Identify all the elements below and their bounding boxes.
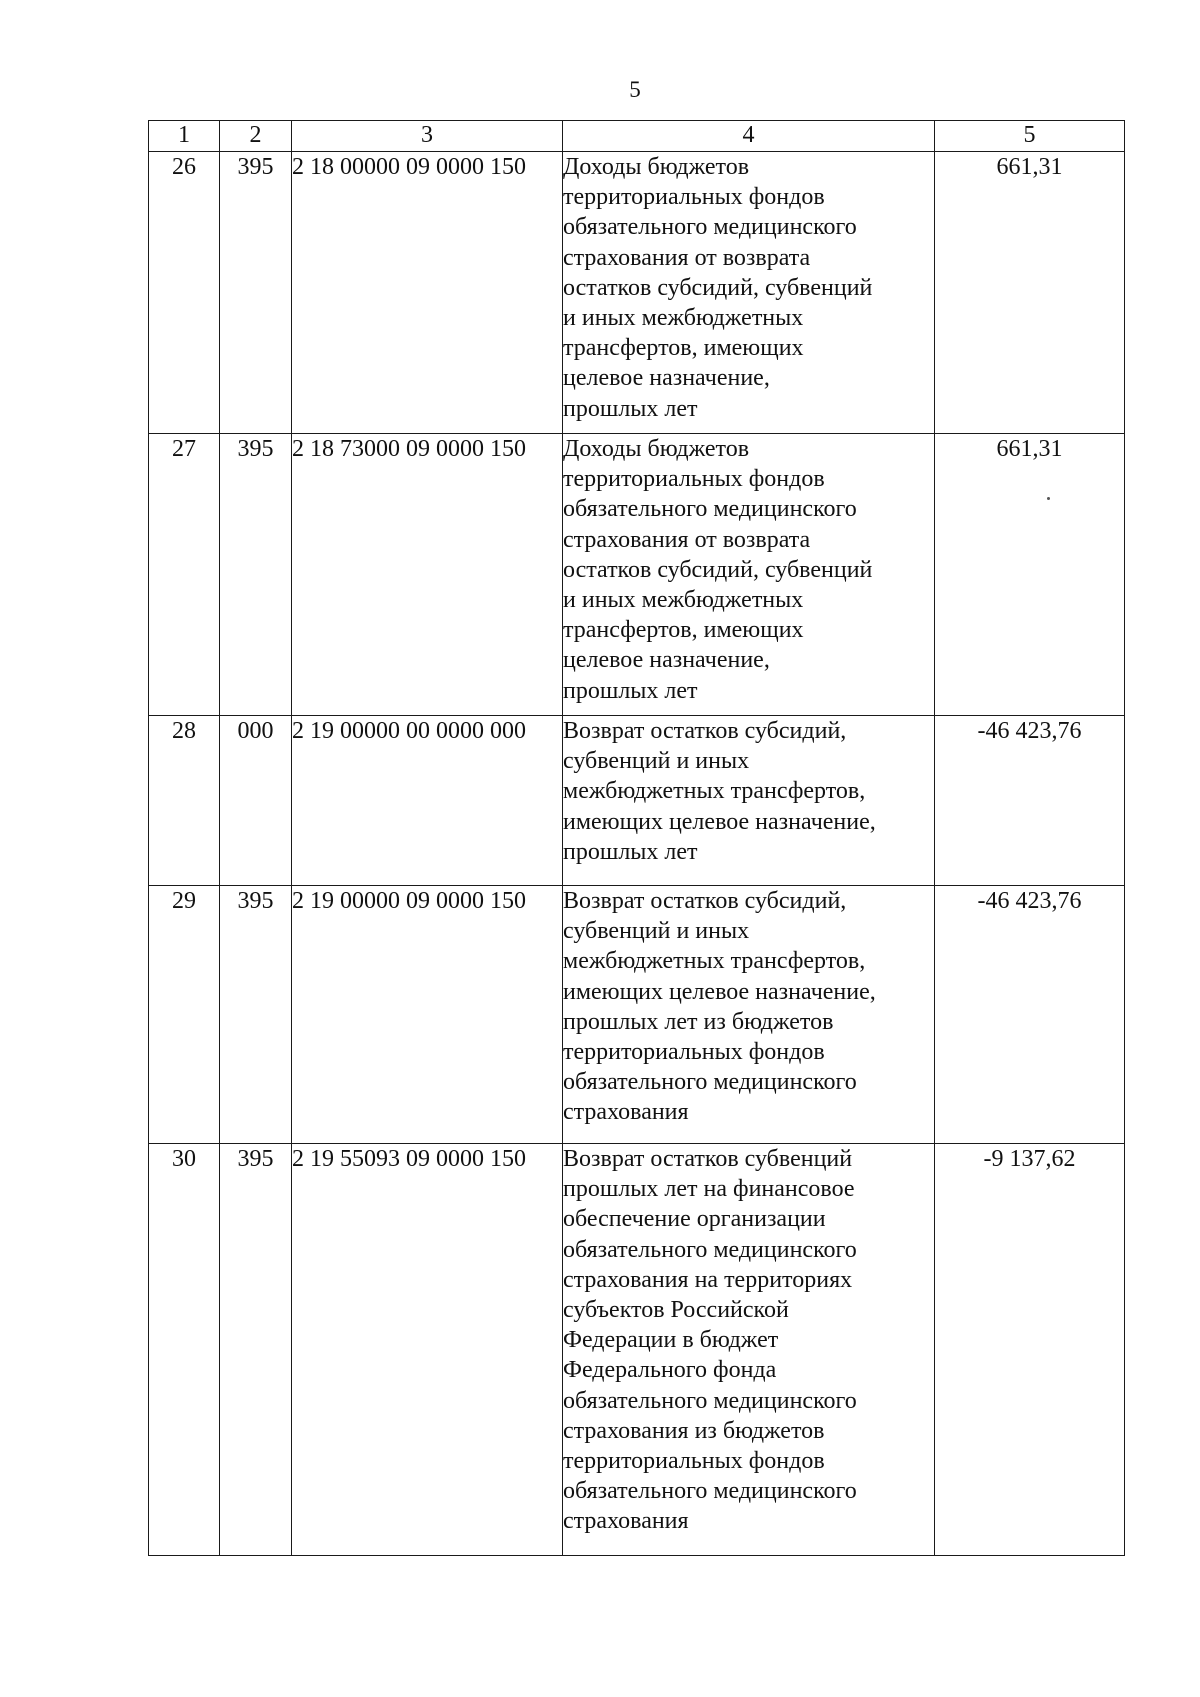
income-name-line: целевое назначение, bbox=[563, 647, 770, 674]
table-header-row bbox=[149, 121, 1125, 152]
budget-code-cell: 2 19 00000 09 0000 150 bbox=[292, 886, 563, 1144]
income-name-line: остатков субсидий, субвенций bbox=[563, 274, 873, 301]
income-name-line: остатков субсидий, субвенций bbox=[563, 556, 873, 583]
table-row bbox=[149, 716, 1125, 886]
row-number-cell: 29 bbox=[149, 886, 220, 1144]
income-name-line: прошлых лет bbox=[563, 395, 698, 422]
income-name-line: страхования bbox=[563, 1508, 689, 1535]
income-name-line: Возврат остатков субвенций bbox=[563, 1146, 853, 1172]
income-name-line: субъектов Российской bbox=[563, 1297, 789, 1324]
income-name-line: субвенций и иных bbox=[563, 748, 750, 775]
table-row bbox=[149, 1144, 1125, 1556]
budget-code-cell: 2 19 55093 09 0000 150 bbox=[292, 1144, 563, 1556]
income-name-line: межбюджетных трансфертов, bbox=[563, 778, 866, 805]
income-name-line: Федерального фонда bbox=[563, 1357, 777, 1384]
column-header-3: 3 bbox=[292, 121, 563, 152]
income-name-line: целевое назначение, bbox=[563, 365, 770, 392]
column-header-1: 1 bbox=[149, 121, 220, 152]
budget-table bbox=[148, 120, 1125, 1556]
income-name-line: межбюджетных трансфертов, bbox=[563, 948, 866, 975]
income-name-line: страхования bbox=[563, 1099, 689, 1126]
income-name-line: страхования от возврата bbox=[563, 244, 811, 271]
table-row bbox=[149, 152, 1125, 434]
admin-code-cell: 395 bbox=[220, 434, 292, 716]
income-name-line: трансфертов, имеющих bbox=[563, 617, 804, 644]
row-number-cell: 27 bbox=[149, 434, 220, 716]
income-name-line: прошлых лет bbox=[563, 677, 698, 704]
income-name-line: имеющих целевое назначение, bbox=[563, 808, 876, 835]
row-number-cell: 28 bbox=[149, 716, 220, 886]
income-name-line: и иных межбюджетных bbox=[563, 305, 804, 332]
income-name-line: Доходы бюджетов bbox=[563, 436, 750, 462]
income-name-line: Федерации в бюджет bbox=[563, 1327, 779, 1354]
income-name-line: территориальных фондов bbox=[563, 466, 825, 493]
income-name-line: субвенций и иных bbox=[563, 918, 750, 945]
budget-code-cell: 2 19 00000 00 0000 000 bbox=[292, 716, 563, 886]
page-number: 5 bbox=[629, 77, 641, 102]
income-name-line: и иных межбюджетных bbox=[563, 587, 804, 614]
income-name-line: территориальных фондов bbox=[563, 184, 825, 211]
income-name-line: страхования на территориях bbox=[563, 1266, 853, 1293]
income-name-cell bbox=[563, 1144, 935, 1556]
amount-cell: -46 423,76 bbox=[935, 886, 1125, 1144]
table-row bbox=[149, 434, 1125, 716]
admin-code-cell: 395 bbox=[220, 1144, 292, 1556]
income-name-line: имеющих целевое назначение, bbox=[563, 978, 876, 1005]
income-name-line: Возврат остатков субсидий, bbox=[563, 888, 847, 914]
income-name-line: территориальных фондов bbox=[563, 1039, 825, 1066]
income-name-line: обязательного медицинского bbox=[563, 496, 857, 523]
income-name-line: трансфертов, имеющих bbox=[563, 335, 804, 362]
income-name-line: прошлых лет bbox=[563, 838, 698, 865]
income-name-line: обязательного медицинского bbox=[563, 1387, 857, 1414]
budget-code-cell: 2 18 00000 09 0000 150 bbox=[292, 152, 563, 434]
income-name-cell bbox=[563, 886, 935, 1144]
column-header-5: 5 bbox=[935, 121, 1125, 152]
income-name-line: Возврат остатков субсидий, bbox=[563, 718, 847, 744]
amount-cell: -46 423,76 bbox=[935, 716, 1125, 886]
income-name-line: обязательного медицинского bbox=[563, 1236, 857, 1263]
row-number-cell: 30 bbox=[149, 1144, 220, 1556]
income-name-cell bbox=[563, 152, 935, 434]
income-name-line: прошлых лет на финансовое bbox=[563, 1176, 855, 1203]
admin-code-cell: 395 bbox=[220, 886, 292, 1144]
income-name-line: Доходы бюджетов bbox=[563, 154, 750, 180]
table-row bbox=[149, 886, 1125, 1144]
amount-cell: 661,31 bbox=[935, 152, 1125, 434]
income-name-line: обеспечение организации bbox=[563, 1206, 826, 1233]
table-body bbox=[149, 152, 1125, 1556]
budget-code-cell: 2 18 73000 09 0000 150 bbox=[292, 434, 563, 716]
income-name-line: страхования от возврата bbox=[563, 526, 811, 553]
income-name-cell bbox=[563, 434, 935, 716]
amount-cell: 661,31 bbox=[935, 434, 1125, 716]
column-header-4: 4 bbox=[563, 121, 935, 152]
income-name-line: территориальных фондов bbox=[563, 1448, 825, 1475]
scan-dot bbox=[1047, 497, 1050, 500]
amount-cell: -9 137,62 bbox=[935, 1144, 1125, 1556]
income-name-line: обязательного медицинского bbox=[563, 1069, 857, 1096]
income-name-line: обязательного медицинского bbox=[563, 1478, 857, 1505]
income-name-line: прошлых лет из бюджетов bbox=[563, 1008, 834, 1035]
income-name-line: обязательного медицинского bbox=[563, 214, 857, 241]
admin-code-cell: 000 bbox=[220, 716, 292, 886]
column-header-2: 2 bbox=[220, 121, 292, 152]
income-name-line: страхования из бюджетов bbox=[563, 1417, 825, 1444]
income-name-cell bbox=[563, 716, 935, 886]
admin-code-cell: 395 bbox=[220, 152, 292, 434]
row-number-cell: 26 bbox=[149, 152, 220, 434]
